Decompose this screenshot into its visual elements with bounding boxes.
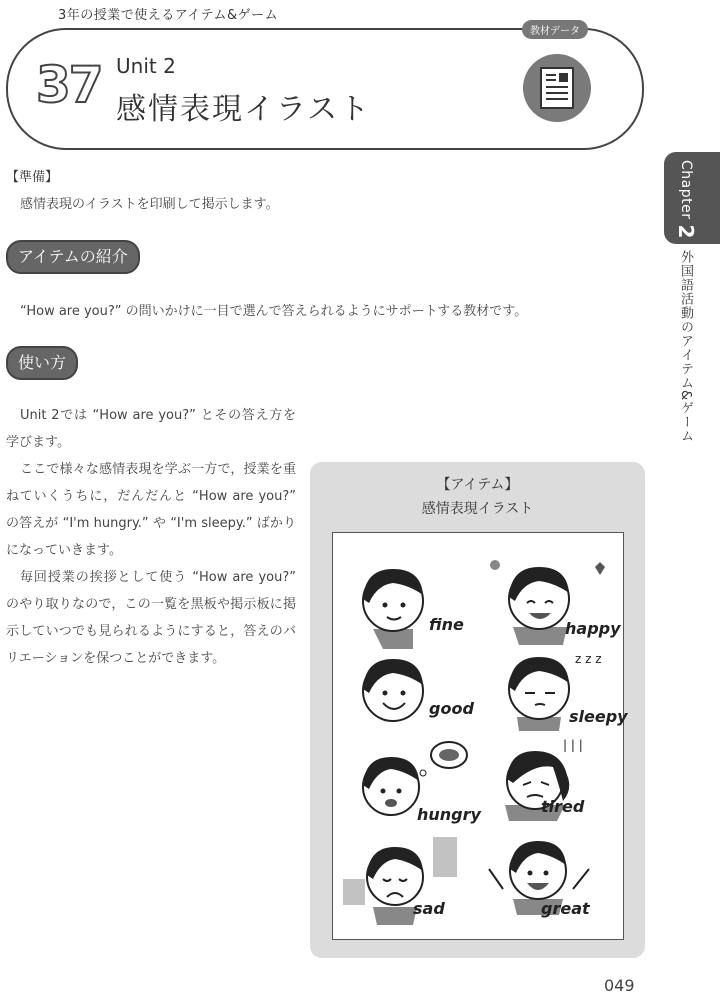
feeling-word: happy bbox=[565, 619, 621, 638]
usage-heading: 使い方 bbox=[6, 346, 78, 380]
prep-label: 【準備】 bbox=[6, 170, 59, 185]
feeling-word: sad bbox=[413, 899, 445, 918]
feeling-word: hungry bbox=[417, 805, 481, 824]
page-title: 感情表現イラスト bbox=[116, 92, 372, 127]
feeling-sleepy bbox=[483, 645, 628, 741]
feeling-word: tired bbox=[541, 797, 585, 816]
feeling-word: fine bbox=[429, 615, 464, 634]
feeling-word: sleepy bbox=[569, 707, 628, 726]
feeling-fine bbox=[343, 559, 483, 655]
emotion-illustration-card bbox=[332, 532, 628, 940]
feeling-good bbox=[343, 649, 483, 745]
tired-face-illustration bbox=[483, 735, 623, 831]
chapter-tab bbox=[664, 152, 720, 244]
chapter-title: 外国語活動のアイテム&ゲーム bbox=[678, 250, 693, 444]
prep-text: 感情表現のイラストを印刷して掲示します。 bbox=[20, 197, 279, 212]
item-panel bbox=[310, 462, 645, 958]
feeling-word: great bbox=[541, 899, 590, 918]
svg-text:| | |: | | | bbox=[563, 738, 583, 752]
unit-number: 37 bbox=[36, 56, 102, 114]
unit-label: Unit 2 bbox=[116, 54, 176, 78]
item-panel-title: 感情表現イラスト bbox=[421, 501, 534, 517]
running-head: 3年の授業で使えるアイテム&ゲーム bbox=[58, 8, 279, 23]
feeling-great bbox=[483, 829, 623, 925]
item-intro-text: “How are you?” の問いかけに一目で選んで答えられるようにサポートする教材です。 bbox=[20, 304, 528, 319]
feeling-word: good bbox=[429, 699, 474, 718]
good-face-illustration bbox=[343, 649, 483, 745]
usage-paragraph: Unit 2では “How are you?” とその答え方を学びます。 bbox=[6, 408, 296, 450]
material-data-tab: 教材データ bbox=[522, 20, 588, 39]
usage-paragraph: 毎回授業の挨拶として使う “How are you?” のやり取りなので，この一覧を黒板や掲示板に掲示していつでも見られるようにすると，答えのバリエーションを保つことができます。 bbox=[6, 570, 296, 666]
fine-face-illustration bbox=[343, 559, 483, 655]
feeling-tired bbox=[483, 735, 623, 831]
document-icon bbox=[523, 54, 591, 122]
chapter-number: 2 bbox=[674, 224, 698, 239]
feeling-happy bbox=[483, 555, 623, 651]
chapter-label: Chapter bbox=[678, 160, 694, 220]
item-intro-heading: アイテムの紹介 bbox=[6, 240, 140, 274]
page-number: 049 bbox=[604, 976, 635, 995]
feeling-sad bbox=[343, 835, 483, 931]
usage-paragraph: ここで様々な感情表現を学ぶ一方で，授業を重ねていくうちに，だんだんと “How are you?” の答えが “I'm hungry.” や “I'm sleepy.” ばかりになっていきます。 bbox=[6, 462, 296, 558]
item-panel-label: 【アイテム】 bbox=[436, 477, 519, 493]
svg-text:z z z: z z z bbox=[575, 652, 602, 666]
feeling-hungry bbox=[343, 739, 483, 835]
sleepy-face-illustration bbox=[483, 645, 623, 741]
